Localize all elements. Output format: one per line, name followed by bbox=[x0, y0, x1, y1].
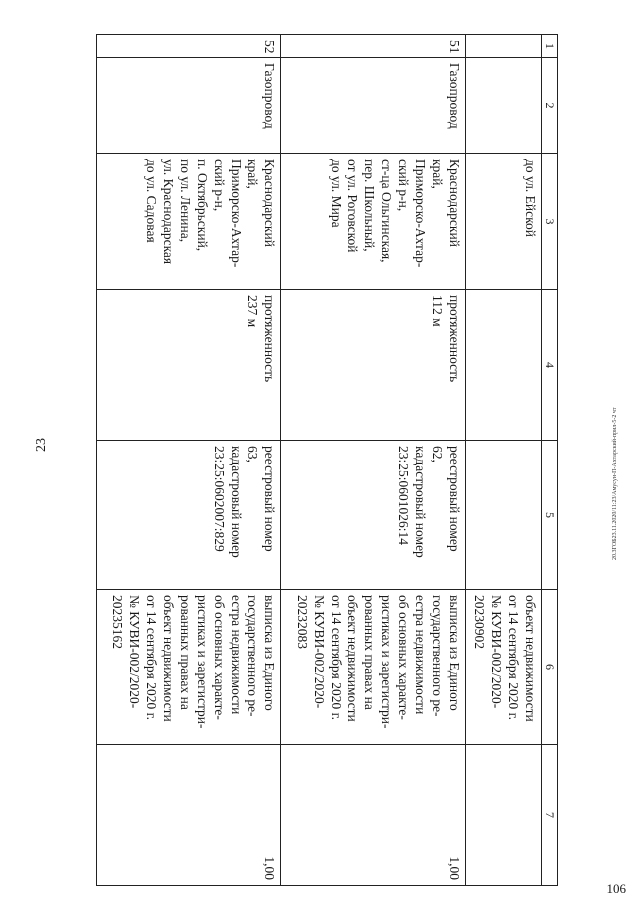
registry-number: реестровый номер 62, кадастровый номер 23:25:0601026:14 bbox=[281, 441, 465, 590]
column-header-4: 4 bbox=[542, 290, 558, 441]
table-row bbox=[465, 35, 541, 886]
object-address: Краснодарский край, Приморско-Ахтар- ский р-н, ст-ца Ольгинская, пер. Школьный, от ул. Роговской до ул. Мира bbox=[281, 154, 465, 290]
registry-number bbox=[465, 441, 541, 590]
column-header-2: 2 bbox=[542, 58, 558, 154]
object-length: протяженность 112 м bbox=[281, 290, 465, 441]
object-address: Краснодарский край, Приморско-Ахтар- ский р-н, п. Октябрьский, по ул. Ленина, ул. Краснодарская до ул. Садовая bbox=[97, 154, 281, 290]
page-number: 23 bbox=[34, 438, 49, 452]
ownership-share: 1,00 bbox=[97, 745, 281, 886]
object-length: протяженность 237 м bbox=[97, 290, 281, 441]
registry-table bbox=[96, 34, 558, 886]
ownership-share: 1,00 bbox=[281, 745, 465, 886]
header-row bbox=[542, 35, 558, 886]
object-name: Газопровод bbox=[97, 58, 281, 154]
sheet-number: 106 bbox=[606, 881, 626, 896]
ownership-share bbox=[465, 745, 541, 886]
table-row bbox=[97, 35, 281, 886]
document-reference: объект недвижимости от 14 сентября 2020 г. № КУВИ-002/2020- 20230902 bbox=[465, 590, 541, 745]
object-length bbox=[465, 290, 541, 441]
column-header-5: 5 bbox=[542, 441, 558, 590]
registry-table-container bbox=[96, 34, 558, 880]
document-reference: выписка из Единого государственного ре- естра недвижимости об основных характе- ристиках и зарегистри- рованных правах на объект недвижимости от 14 сентября 2020 г. № КУВИ-002/2020- 20232083 bbox=[281, 590, 465, 745]
row-number: 51 bbox=[281, 35, 465, 58]
object-name bbox=[465, 58, 541, 154]
column-header-6: 6 bbox=[542, 590, 558, 745]
document-reference: выписка из Единого государственного ре- естра недвижимости об основных характе- ристиках и зарегистри- рованных правах на объект недвижимости от 14 сентября 2020 г. № КУВИ-002/2020- 20235162 bbox=[97, 590, 281, 745]
row-number: 52 bbox=[97, 35, 281, 58]
object-address: до ул. Ейской bbox=[465, 154, 541, 290]
object-name: Газопровод bbox=[281, 58, 465, 154]
column-header-3: 3 bbox=[542, 154, 558, 290]
row-number bbox=[465, 35, 541, 58]
footer-code: 20.3ГОБ23.11.2020/11:23/Амусун-П-Ахтарский-прил-5-2 чт bbox=[612, 407, 618, 560]
registry-number: реестровый номер 63, кадастровый номер 23:25:0602007:829 bbox=[97, 441, 281, 590]
column-header-1: 1 bbox=[542, 35, 558, 58]
table-row bbox=[281, 35, 465, 886]
column-header-7: 7 bbox=[542, 745, 558, 886]
